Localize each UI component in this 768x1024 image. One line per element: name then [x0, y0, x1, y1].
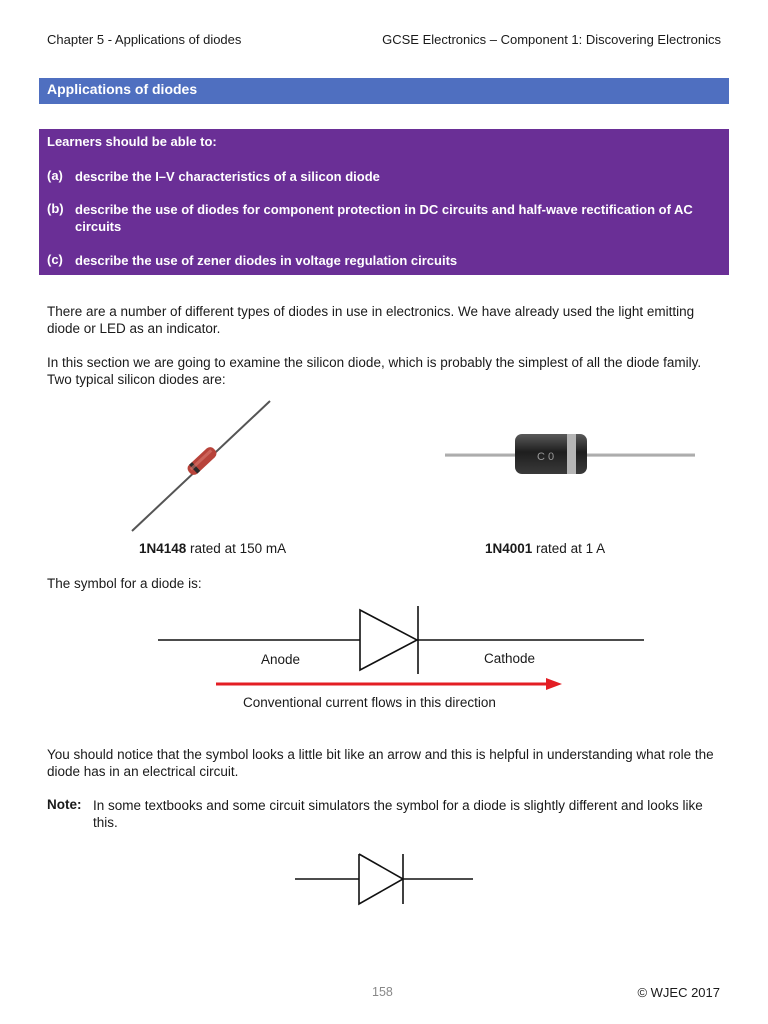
note-label: Note:: [47, 797, 82, 812]
objective-letter: (c): [47, 252, 63, 267]
paragraph-symbol: The symbol for a diode is:: [47, 576, 202, 591]
diode-symbol-diagram: [150, 600, 650, 700]
part-number: 1N4001: [485, 541, 533, 556]
svg-text:C 0: C 0: [537, 451, 555, 463]
part-number: 1N4148: [139, 541, 187, 556]
cathode-label: Cathode: [484, 651, 536, 666]
part-rating: rated at 1 A: [532, 541, 606, 556]
note-text: In some textbooks and some circuit simulators the symbol for a diode is slightly different and looks like this.: [93, 798, 703, 830]
anode-label: Anode: [261, 652, 301, 667]
objectives-intro: Learners should be able to:: [47, 134, 217, 149]
copyright: © WJEC 2017: [637, 985, 720, 1000]
paragraph-intro: There are a number of different types of diodes in use in electronics. We have already used the light emitting diode or LED as an indicator.: [47, 304, 695, 336]
objective-text: describe the use of zener diodes in voltage regulation circuits: [75, 253, 458, 268]
header-chapter: Chapter 5 - Applications of diodes: [47, 32, 242, 47]
header-course: GCSE Electronics – Component 1: Discovering Electronics: [382, 32, 721, 47]
objective-letter: (b): [47, 201, 64, 216]
objective-letter: (a): [47, 168, 63, 183]
diode-1n4148-image: [120, 395, 280, 537]
objectives-box: [39, 129, 729, 275]
diode-1n4001-image: [443, 428, 698, 486]
paragraph-arrow: You should notice that the symbol looks a little bit like an arrow and this is helpful in understanding what role the diode has in an electrical circuit.: [47, 747, 714, 779]
paragraph-silicon: In this section we are going to examine the silicon diode, which is probably the simplest of all the diode family. Two typical silicon diodes are:: [47, 355, 702, 387]
diode-triangle: [360, 610, 417, 670]
caption-1n4001: [485, 541, 605, 556]
current-direction-label: Conventional current flows in this direction: [243, 695, 496, 710]
page-number: 158: [372, 985, 393, 999]
objective-text: describe the use of diodes for component protection in DC circuits and half-wave rectification of AC circuits: [75, 202, 693, 234]
caption-1n4148: [139, 541, 286, 556]
alternate-diode-symbol: [293, 848, 475, 910]
section-title: Applications of diodes: [39, 78, 729, 104]
part-rating: rated at 150 mA: [186, 541, 287, 556]
diode-triangle: [359, 854, 403, 904]
current-arrow-head: [546, 678, 562, 690]
objective-text: describe the I–V characteristics of a silicon diode: [75, 169, 380, 184]
